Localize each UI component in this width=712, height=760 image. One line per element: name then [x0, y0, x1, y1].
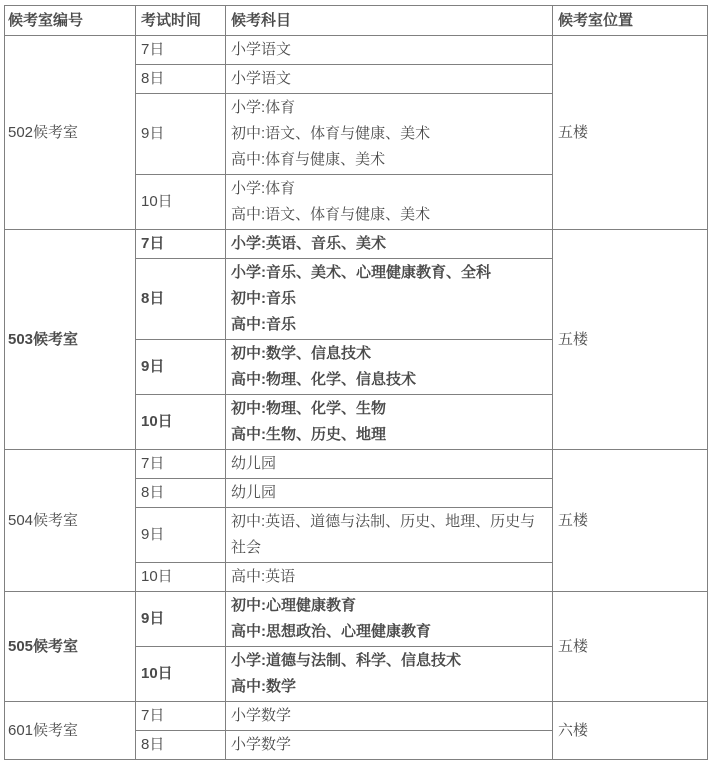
- subjects-cell: [226, 647, 553, 702]
- header-exam-time: 考试时间: [136, 6, 226, 36]
- subject-line: 初中:英语、道德与法制、历史、地理、历史与社会: [231, 513, 536, 556]
- subjects-cell: [226, 230, 553, 259]
- subject-line: 小学语文: [231, 41, 292, 58]
- schedule-row: [5, 36, 708, 65]
- schedule-row: [5, 702, 708, 731]
- subjects-cell: [226, 592, 553, 647]
- schedule-row: [5, 450, 708, 479]
- subject-line: 幼儿园: [231, 455, 277, 472]
- room-location-cell: 五楼: [553, 230, 708, 450]
- subject-line: 初中:语文、体育与健康、美术: [231, 125, 431, 142]
- subject-line: 幼儿园: [231, 484, 277, 501]
- subjects-cell: [226, 175, 553, 230]
- room-location-cell: 五楼: [553, 592, 708, 702]
- exam-date-cell: 7日: [136, 230, 226, 259]
- subjects-cell: [226, 450, 553, 479]
- exam-date-cell: 8日: [136, 65, 226, 94]
- exam-date-cell: 7日: [136, 450, 226, 479]
- subject-line: 小学:体育: [231, 180, 296, 197]
- room-location-cell: 六楼: [553, 702, 708, 760]
- exam-date-cell: 9日: [136, 340, 226, 395]
- exam-date-cell: 10日: [136, 175, 226, 230]
- subject-line: 小学:道德与法制、科学、信息技术: [231, 652, 461, 669]
- subject-line: 高中:语文、体育与健康、美术: [231, 206, 431, 223]
- exam-date-cell: 7日: [136, 702, 226, 731]
- schedule-row: [5, 230, 708, 259]
- subjects-cell: [226, 508, 553, 563]
- subjects-cell: [226, 94, 553, 175]
- table-body: [5, 36, 708, 760]
- exam-date-cell: 8日: [136, 479, 226, 508]
- subjects-cell: [226, 65, 553, 94]
- exam-date-cell: 8日: [136, 731, 226, 760]
- subjects-cell: [226, 731, 553, 760]
- subject-line: 初中:心理健康教育: [231, 597, 356, 614]
- room-number-cell: 503候考室: [5, 230, 136, 450]
- subject-line: 小学:体育: [231, 99, 296, 116]
- header-subjects: 候考科目: [226, 6, 553, 36]
- subjects-cell: [226, 479, 553, 508]
- subject-line: 初中:物理、化学、生物: [231, 400, 386, 417]
- room-location-cell: 五楼: [553, 36, 708, 230]
- exam-date-cell: 8日: [136, 259, 226, 340]
- subject-line: 小学数学: [231, 736, 292, 753]
- room-number-cell: 504候考室: [5, 450, 136, 592]
- subject-line: 初中:数学、信息技术: [231, 345, 371, 362]
- exam-date-cell: 7日: [136, 36, 226, 65]
- header-row: [5, 6, 708, 36]
- subject-line: 小学语文: [231, 70, 292, 87]
- subjects-cell: [226, 36, 553, 65]
- subjects-cell: [226, 395, 553, 450]
- subject-line: 高中:思想政治、心理健康教育: [231, 623, 431, 640]
- subject-line: 高中:体育与健康、美术: [231, 151, 386, 168]
- subjects-cell: [226, 340, 553, 395]
- schedule-row: [5, 592, 708, 647]
- exam-date-cell: 10日: [136, 395, 226, 450]
- exam-date-cell: 9日: [136, 508, 226, 563]
- exam-date-cell: 9日: [136, 94, 226, 175]
- subjects-cell: [226, 563, 553, 592]
- subjects-cell: [226, 259, 553, 340]
- subject-line: 初中:音乐: [231, 290, 296, 307]
- subject-line: 高中:生物、历史、地理: [231, 426, 386, 443]
- subject-line: 小学:音乐、美术、心理健康教育、全科: [231, 264, 491, 281]
- room-number-cell: 505候考室: [5, 592, 136, 702]
- subject-line: 小学:英语、音乐、美术: [231, 235, 386, 252]
- subject-line: 小学数学: [231, 707, 292, 724]
- room-number-cell: 502候考室: [5, 36, 136, 230]
- subject-line: 高中:物理、化学、信息技术: [231, 371, 416, 388]
- room-number-cell: 601候考室: [5, 702, 136, 760]
- exam-waiting-room-table: [4, 5, 708, 760]
- room-location-cell: 五楼: [553, 450, 708, 592]
- subjects-cell: [226, 702, 553, 731]
- exam-date-cell: 9日: [136, 592, 226, 647]
- header-room-number: 候考室编号: [5, 6, 136, 36]
- exam-date-cell: 10日: [136, 563, 226, 592]
- subject-line: 高中:英语: [231, 568, 296, 585]
- subject-line: 高中:音乐: [231, 316, 296, 333]
- subject-line: 高中:数学: [231, 678, 296, 695]
- header-room-location: 候考室位置: [553, 6, 708, 36]
- exam-date-cell: 10日: [136, 647, 226, 702]
